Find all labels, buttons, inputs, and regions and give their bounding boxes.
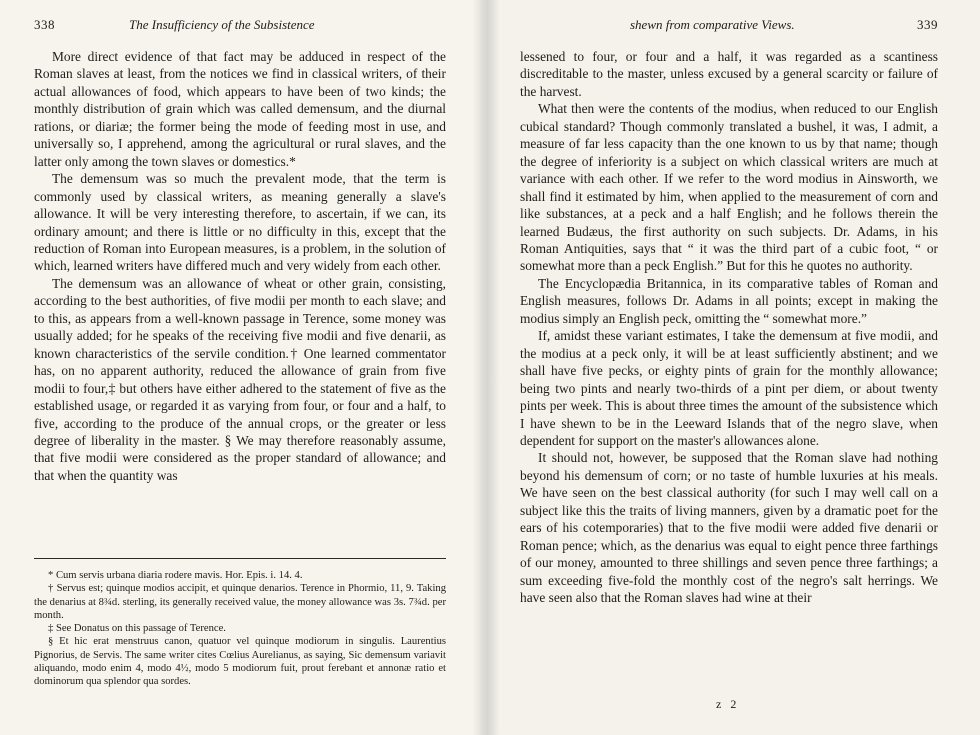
paragraph: More direct evidence of that fact may be adduced in respect of the Roman slaves at least, from the notices we find in classical writers, of their actual allowances of food, which appears to have been of two kinds; the monthly distribution of grain which was called demensum, and the diurnal rations, or diariæ; the former being the mode of feeding most in use, and universally so, I apprehend, among the agricultural or rural slaves, and the latter only among the town slaves or domestics.* [34,49,446,169]
left-page-number: 338 [34,17,55,32]
paragraph: lessened to four, or four and a half, it was regarded as a scantiness discreditable to the master, unless excused by a general scarcity or failure of the harvest. [520,49,938,99]
paragraph: It should not, however, be supposed that the Roman slave had nothing beyond his demensum of corn; or no taste of humble luxuries at his meals. We have seen on the best classical authority (for such I may well call on a subject like this the traits of living manners, given by a dramatic poet for the ears of his cotemporaries) that to the five modii were added five denarii or Roman pence; which, as the denarius was equal to eight pence three farthings of our money, amounted to three shillings and seven pence three farthings; a sum exceeding five-fold the monthly cost of the negro's salt herrings. We have seen also that the Roman slaves had wine at their [520,450,938,606]
paragraph: If, amidst these variant estimates, I take the demensum at five modii, and the modius at a peck only, it will be at least sufficiently abstinent; and we shall have five pecks, or eighty pints of grain for the monthly allowance; being two pints and nearly two-thirds of a pint per diem, or about twenty pints per week. This is about three times the amount of the subsistence which I have shewn to be in the Leeward Islands that of the negro slave, when dependent for support on the master's allowances alone. [520,328,938,448]
footnote: † Servus est; quinque modios accipit, et quinque denarios. Terence in Phormio, 11, 9. Taking the denarius at 8¾d. sterling, its generally received value, the money allowance was 3s. 7¾d. per month. [34,583,446,621]
paragraph: The demensum was so much the prevalent mode, that the term is commonly used by classical writers, as meaning generally a slave's allowance. It will be very interesting therefore, to ascertain, if we can, its ordinary amount; and there is little or no difficulty in this, except that the reduction of Roman into European measures, is a problem, in the solution of which, learned writers have differed much and very widely from each other. [34,171,446,274]
footnote: * Cum servis urbana diaria rodere mavis. Hor. Epis. i. 14. 4. [48,570,303,581]
left-page [0,0,480,735]
right-page-body [520,48,938,607]
footnotes [34,569,446,689]
right-page-number: 339 [917,17,938,32]
footnote: § Et hic erat menstruus canon, quatuor vel quinque modiorum in singulis. Laurentius Pignorius, de Servis. The same writer cites Cœlius Aurelianus, as saying, Sic demensum variavit aliquando, modo enim 4, modo 4½, modo 5 modiorum fuit, prout ferebant et annonæ ratio et dominorum qua splendor qua sordes. [34,636,446,688]
left-page-header [34,16,446,34]
left-running-head: The Insufficiency of the Subsistence [129,17,315,32]
footnote-rule [34,558,446,559]
paragraph: What then were the contents of the modius, when reduced to our English cubical standard? Though commonly translated a bushel, it was, I admit, a measure of far less capacity than the one known to us by that name; though the degree of inferiority is a subject on which classical writers are much at variance with each other. If we refer to the word modius in Ainsworth, we shall find it estimated by him, when applied to the measurement of corn and like substances, at a peck and a half English; and he follows therein the learned Budæus, the first authority on such subjects. Dr. Adams, in his Roman Antiquities, says that “ it was the third part of a cubic foot, “ or somewhat more than a peck English.” But for this he quotes no authority. [520,101,938,274]
book-gutter [472,0,500,735]
paragraph: The Encyclopædia Britannica, in its comparative tables of Roman and English measures, follows Dr. Adams in all points; except in making the modius simply an English peck, omitting the “ somewhat more.” [520,275,938,326]
signature-mark: z 2 [716,697,740,711]
right-page [490,0,980,735]
right-running-head: shewn from comparative Views. [630,17,795,32]
paragraph: The demensum was an allowance of wheat or other grain, consisting, according to the best authorities, of five modii per month to each slave; and to this, as appears from a well-known passage in Terence, some money was usually added; for he speaks of the receiving five modii and five denarii, as known characteristics of the servile condition.† One learned commentator has, on no apparent authority, reduced the allowance of grain from five modii to four,‡ but others have either adhered to the statement of five as the established usage, or regarded it as varying from four, or four and a half, to five, according to the produce of the annual crops, or the greater or less degree of liberality in the master. § We may therefore reasonably assume, that five modii were considered as the proper standard of allowance; and that when the quantity was [34,275,446,483]
footnote: ‡ See Donatus on this passage of Terence. [48,623,226,635]
right-page-header [520,16,938,34]
left-page-body [34,48,446,484]
